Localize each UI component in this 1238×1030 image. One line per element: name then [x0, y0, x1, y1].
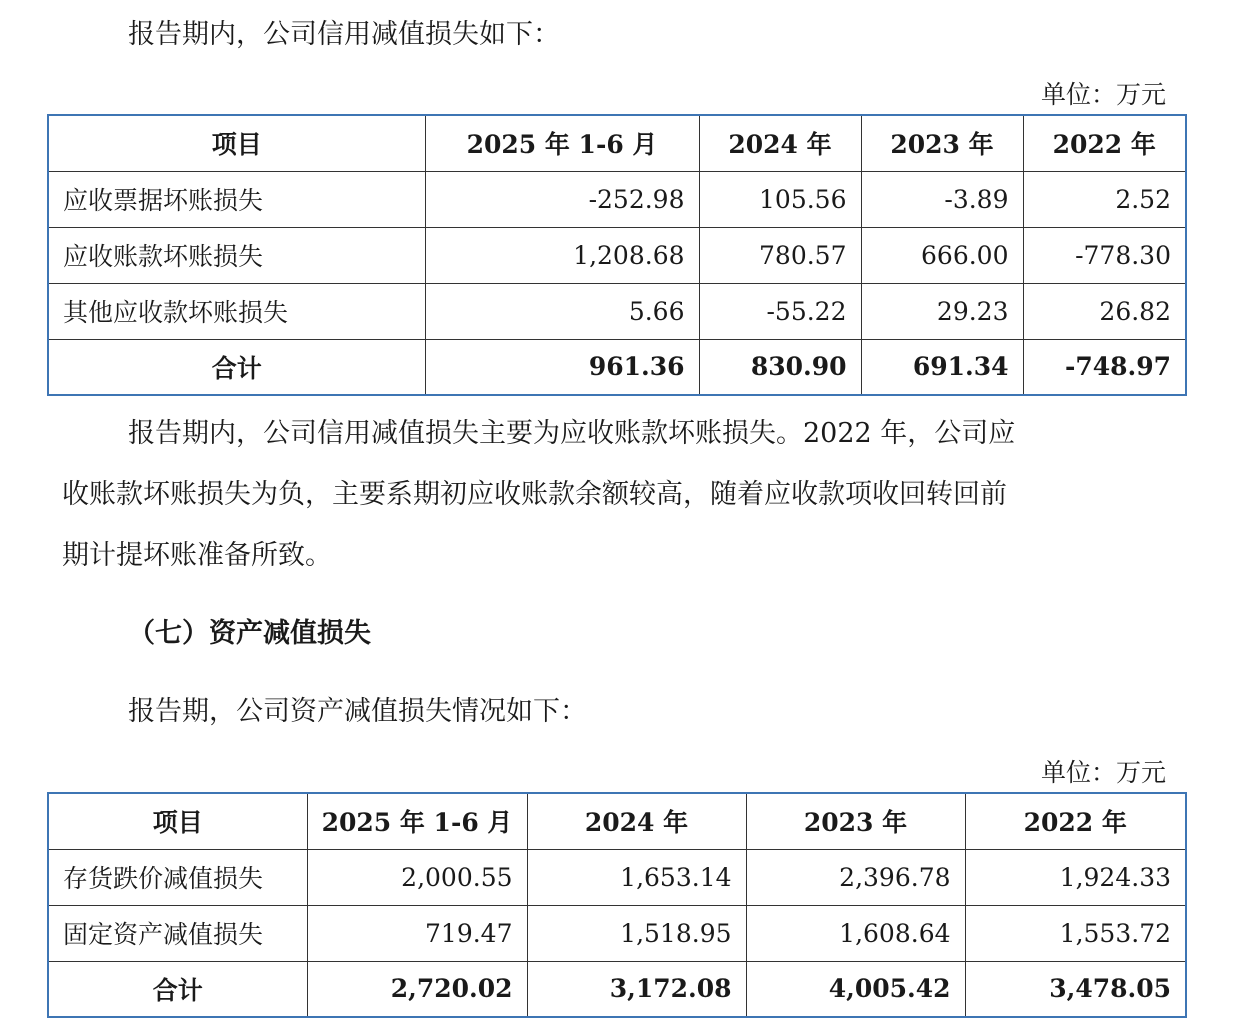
cell-value: 780.57 — [699, 227, 861, 283]
header-item: 项目 — [48, 115, 425, 171]
header-2025h1: 2025 年 1-6 月 — [307, 793, 527, 849]
header-2022: 2022 年 — [965, 793, 1186, 849]
cell-value: -55.22 — [699, 283, 861, 339]
table-row — [48, 171, 1186, 227]
total-value: 691.34 — [861, 339, 1023, 395]
asset-loss-table — [47, 792, 1187, 1018]
header-2023: 2023 年 — [861, 115, 1023, 171]
cell-value: 2.52 — [1023, 171, 1186, 227]
credit-loss-table — [47, 114, 1187, 396]
cell-value: 1,924.33 — [965, 849, 1186, 905]
table-header-row — [48, 793, 1186, 849]
total-value: 2,720.02 — [307, 961, 527, 1017]
cell-value: 666.00 — [861, 227, 1023, 283]
cell-value: -3.89 — [861, 171, 1023, 227]
cell-value: 105.56 — [699, 171, 861, 227]
table-row — [48, 227, 1186, 283]
cell-value: 29.23 — [861, 283, 1023, 339]
cell-value: 1,553.72 — [965, 905, 1186, 961]
table-row — [48, 283, 1186, 339]
unit-label-1: 单位：万元 — [1040, 80, 1166, 109]
table-total-row — [48, 961, 1186, 1017]
row-label: 存货跌价减值损失 — [48, 849, 307, 905]
intro-text-credit-loss: 报告期内，公司信用减值损失如下： — [128, 19, 560, 50]
cell-value: 26.82 — [1023, 283, 1186, 339]
row-label: 固定资产减值损失 — [48, 905, 307, 961]
cell-value: 2,000.55 — [307, 849, 527, 905]
total-value: 4,005.42 — [746, 961, 965, 1017]
total-value: 961.36 — [425, 339, 699, 395]
header-2022: 2022 年 — [1023, 115, 1186, 171]
analysis-paragraph — [62, 403, 1172, 586]
cell-value: 1,518.95 — [527, 905, 746, 961]
header-2024: 2024 年 — [699, 115, 861, 171]
cell-value: 719.47 — [307, 905, 527, 961]
unit-label-2: 单位：万元 — [1040, 758, 1166, 787]
total-label: 合计 — [48, 961, 307, 1017]
paragraph-line: 期计提坏账准备所致。 — [62, 540, 332, 571]
total-value: 830.90 — [699, 339, 861, 395]
cell-value: 1,208.68 — [425, 227, 699, 283]
cell-value: -778.30 — [1023, 227, 1186, 283]
paragraph-line: 报告期内，公司信用减值损失主要为应收账款坏账损失。2022 年，公司应 — [128, 418, 1016, 449]
cell-value: 1,653.14 — [527, 849, 746, 905]
header-2023: 2023 年 — [746, 793, 965, 849]
header-item: 项目 — [48, 793, 307, 849]
header-2025h1: 2025 年 1-6 月 — [425, 115, 699, 171]
total-value: -748.97 — [1023, 339, 1186, 395]
cell-value: 2,396.78 — [746, 849, 965, 905]
section-heading: （七）资产减值损失 — [128, 618, 371, 649]
intro-text-asset-loss: 报告期，公司资产减值损失情况如下： — [128, 696, 587, 727]
row-label: 应收账款坏账损失 — [48, 227, 425, 283]
table-row — [48, 905, 1186, 961]
cell-value: -252.98 — [425, 171, 699, 227]
row-label: 其他应收款坏账损失 — [48, 283, 425, 339]
row-label: 应收票据坏账损失 — [48, 171, 425, 227]
total-value: 3,478.05 — [965, 961, 1186, 1017]
paragraph-line: 收账款坏账损失为负，主要系期初应收账款余额较高，随着应收款项收回转回前 — [62, 479, 1007, 510]
table-row — [48, 849, 1186, 905]
total-label: 合计 — [48, 339, 425, 395]
header-2024: 2024 年 — [527, 793, 746, 849]
cell-value: 1,608.64 — [746, 905, 965, 961]
cell-value: 5.66 — [425, 283, 699, 339]
table-header-row — [48, 115, 1186, 171]
table-total-row — [48, 339, 1186, 395]
total-value: 3,172.08 — [527, 961, 746, 1017]
